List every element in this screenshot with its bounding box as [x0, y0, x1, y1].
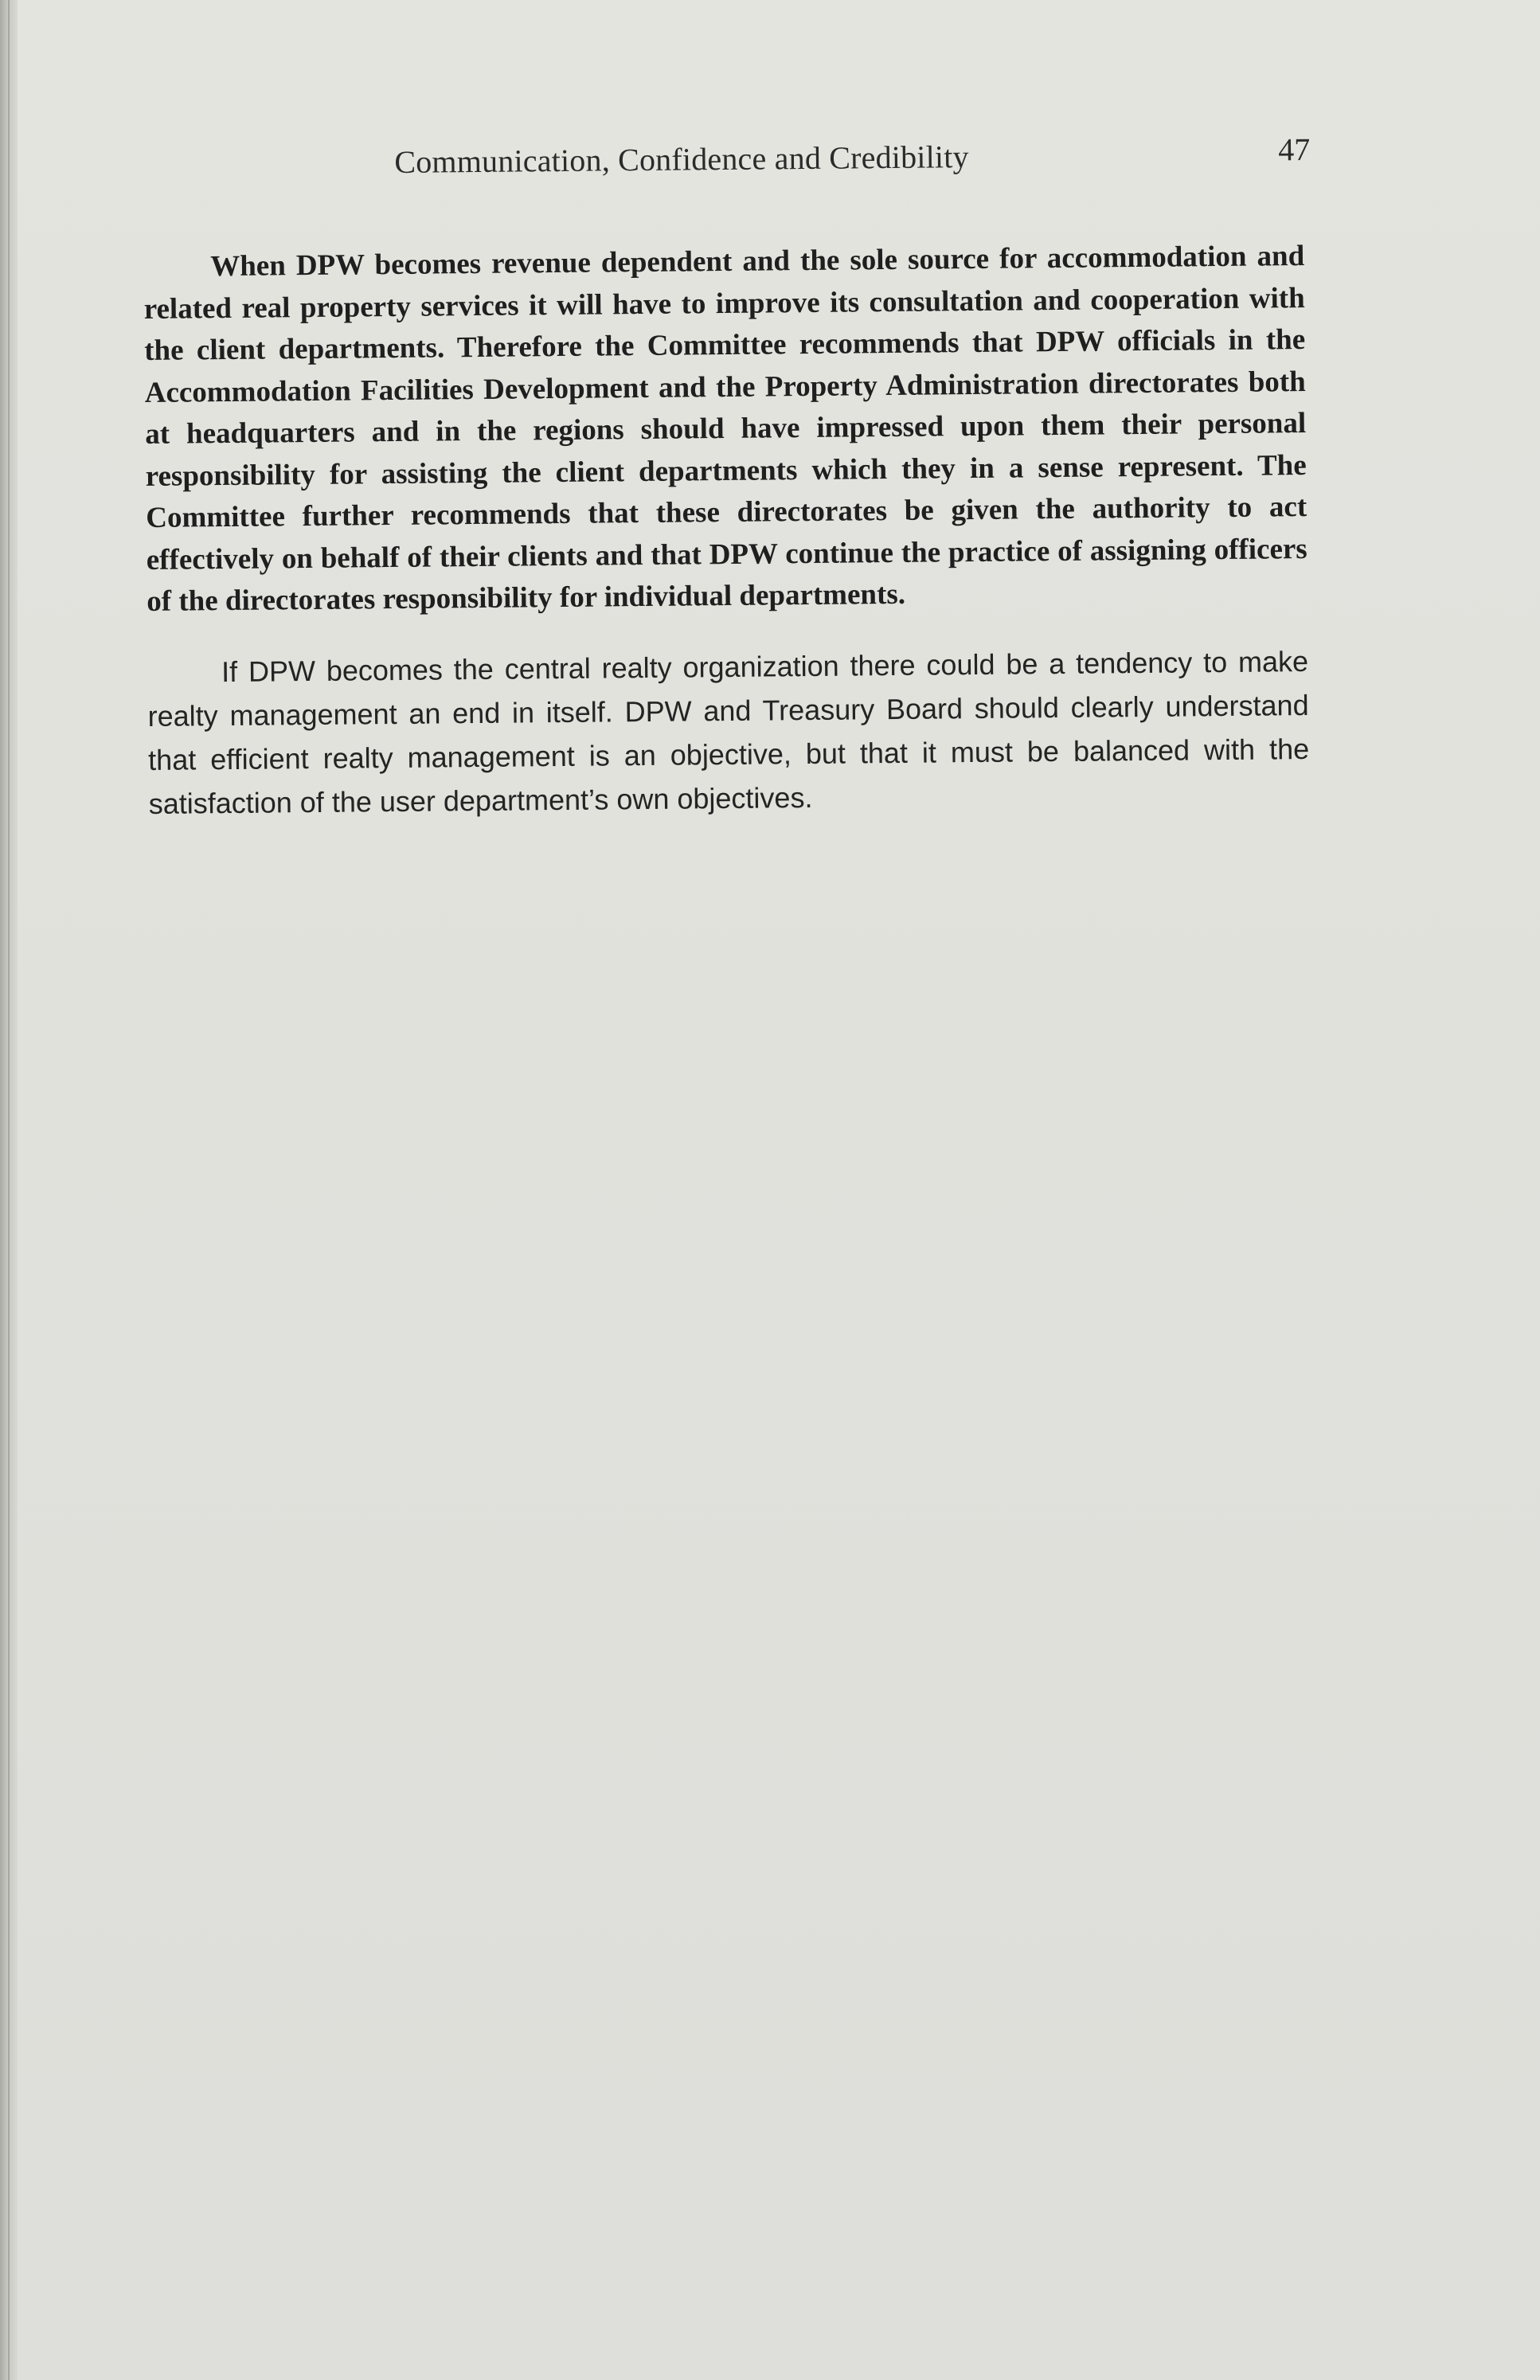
running-head-title: Communication, Confidence and Credibility [394, 139, 969, 180]
recommendation-paragraph: When DPW becomes revenue dependent and the sole source for accommodation and related real property services it will have to improve its consultation and cooperation with the client departments. Therefore the Committee recommends that DPW officials in the Accommodation Facilities Development and the Property Administration directorates both at headquarters and in the regions should have impressed upon them their personal responsibility for assisting the client departments which they in a sense represent. The Committee further recommends that these directorates be given the authority to act effectively on behalf of their clients and that DPW continue the practice of assigning officers of the directorates responsibility for individual departments. [143, 240, 1307, 618]
page-binding-line [8, 0, 10, 2380]
page-number: 47 [1278, 131, 1311, 168]
running-head [143, 123, 1311, 182]
body-paragraph: If DPW becomes the central realty organization there could be a tendency to make realty management an end in itself. DPW and Treasury Board should clearly understand that efficient realty management is an objective, but that it must be balanced with the satisfaction of the user department’s own objectives. [147, 644, 1310, 820]
body-text [143, 236, 1310, 825]
